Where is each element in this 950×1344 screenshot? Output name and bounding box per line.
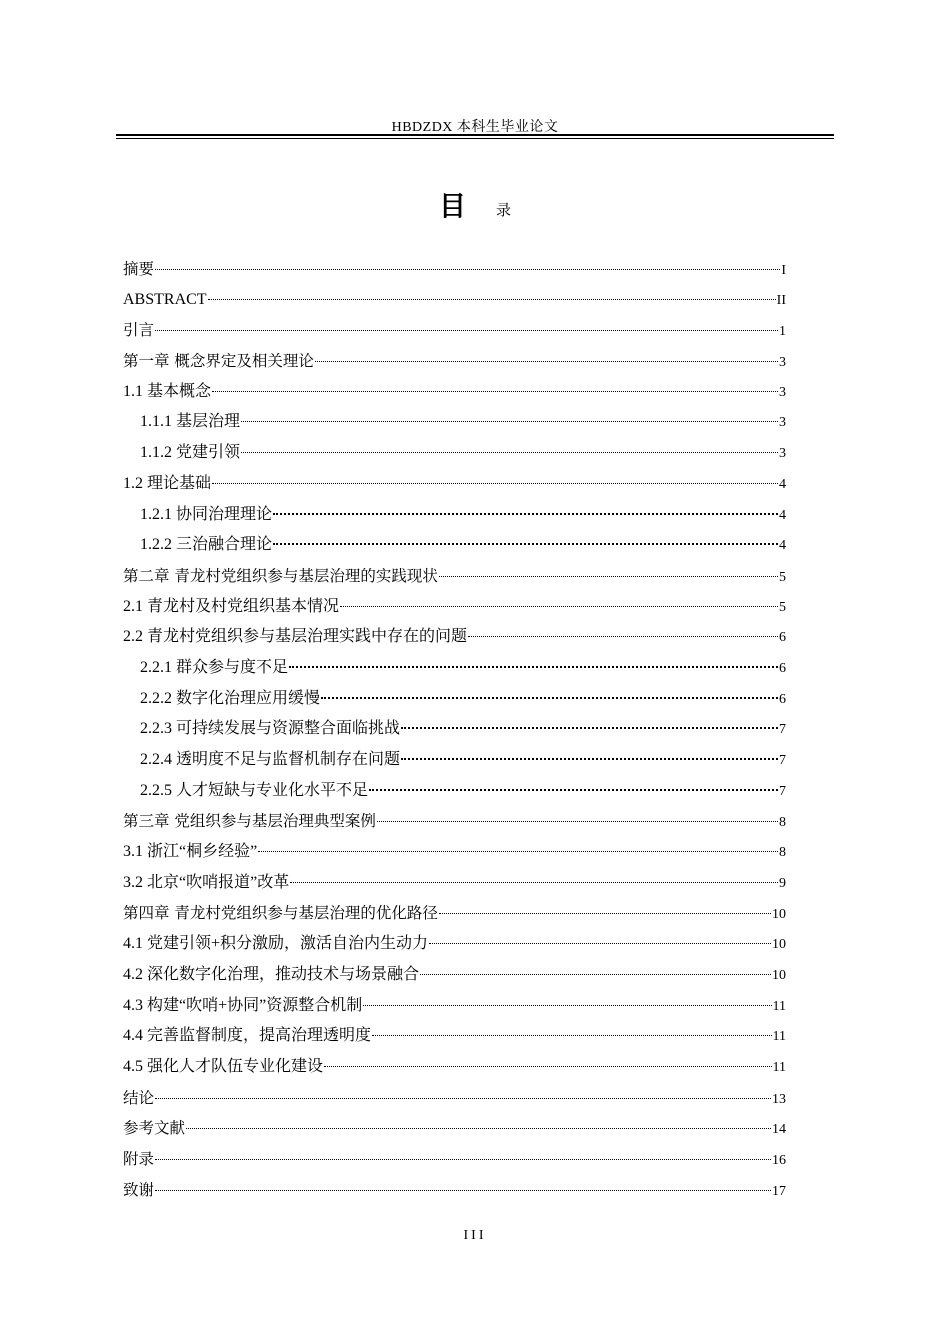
toc-entry-page: 6 xyxy=(779,630,786,646)
toc-entry-label: 1.2.1 协同治理理论 xyxy=(140,505,273,523)
toc-entry-label: 3.2 北京“吹哨报道”改革 xyxy=(123,873,290,891)
toc-dot-leader xyxy=(321,696,778,699)
toc-entry[interactable] xyxy=(123,1083,786,1114)
toc-dot-leader xyxy=(208,298,776,300)
toc-dot-leader xyxy=(186,1127,771,1129)
toc-entry-label: 4.3 构建“吹哨+协同”资源整合机制 xyxy=(123,996,363,1014)
toc-entry[interactable] xyxy=(123,1144,786,1175)
toc-entry[interactable] xyxy=(123,776,786,807)
toc-entry-label: 引言 xyxy=(123,321,155,340)
toc-dot-leader xyxy=(273,512,778,515)
toc-entry-label: 2.2.3 可持续发展与资源整合面临挑战 xyxy=(140,720,401,738)
toc-dot-leader xyxy=(369,788,778,791)
toc-entry-label: 附录 xyxy=(123,1149,155,1168)
toc-entry-label: 摘要 xyxy=(123,260,155,278)
toc-entry[interactable] xyxy=(123,622,786,653)
toc-entry[interactable] xyxy=(123,469,786,500)
toc-entry-page: 4 xyxy=(779,507,786,523)
toc-entry-label: 3.1 浙江“桐乡经验” xyxy=(123,843,258,861)
toc-dot-leader xyxy=(315,360,778,362)
toc-dot-leader xyxy=(429,942,771,944)
toc-entry-page: 16 xyxy=(772,1152,786,1168)
toc-entry-page: II xyxy=(776,292,786,308)
toc-dot-leader xyxy=(155,1097,771,1099)
toc-entry-page: 13 xyxy=(772,1091,786,1107)
toc-entry[interactable] xyxy=(123,438,786,469)
toc-entry-page: 1 xyxy=(779,324,786,340)
toc-entry[interactable] xyxy=(123,254,786,285)
toc-entry-page: 3 xyxy=(779,355,786,371)
toc-entry-label: 1.1.2 党建引领 xyxy=(140,444,241,462)
toc-entry-page: 9 xyxy=(779,875,786,891)
toc-entry-page: 6 xyxy=(779,660,786,676)
toc-entry-page: I xyxy=(781,263,786,278)
toc-entry-label: 1.1.1 基层治理 xyxy=(140,413,241,431)
toc-entry[interactable] xyxy=(123,346,786,377)
toc-entry-page: 14 xyxy=(772,1122,786,1138)
toc-dot-leader xyxy=(155,329,778,331)
toc-entry-label: 1.2.2 三治融合理论 xyxy=(140,536,273,554)
toc-dot-leader xyxy=(155,1158,771,1160)
toc-entry-label: 第一章 概念界定及相关理论 xyxy=(123,352,314,371)
toc-entry-page: 11 xyxy=(772,1029,786,1045)
toc-entry-label: 1.2 理论基础 xyxy=(123,474,212,492)
toc-entry[interactable] xyxy=(123,530,786,561)
toc-entry[interactable] xyxy=(123,991,786,1022)
toc-dot-leader xyxy=(439,912,771,914)
toc-entry-page: 3 xyxy=(779,446,786,462)
toc-entry-page: 6 xyxy=(779,691,786,707)
toc-entry-page: 17 xyxy=(772,1183,786,1199)
toc-title-char-1: 目 xyxy=(438,191,466,223)
toc-entry-label: 2.2.2 数字化治理应用缓慢 xyxy=(140,689,321,707)
running-header: HBDZDX 本科生毕业论文 xyxy=(391,120,559,135)
toc-entry-label: 4.2 深化数字化治理，推动技术与场景融合 xyxy=(123,965,420,983)
toc-entry[interactable] xyxy=(123,561,786,592)
toc-entry-page: 7 xyxy=(779,783,786,799)
toc-entry[interactable] xyxy=(123,500,786,531)
toc-dot-leader xyxy=(212,482,778,484)
toc-entry[interactable] xyxy=(123,684,786,715)
toc-entry-page: 4 xyxy=(779,538,786,554)
toc-entry[interactable] xyxy=(123,653,786,684)
toc-entry-label: 2.2.5 人才短缺与专业化水平不足 xyxy=(140,781,369,799)
toc-entry-page: 7 xyxy=(779,753,786,768)
toc-entry-label: 第四章 青龙村党组织参与基层治理的优化路径 xyxy=(123,904,438,923)
toc-dot-leader xyxy=(289,665,778,668)
toc-entry-page: 3 xyxy=(779,384,786,400)
toc-entry-page: 7 xyxy=(779,722,786,738)
toc-dot-leader xyxy=(155,1189,771,1191)
toc-dot-leader xyxy=(439,575,778,577)
header-rule-thin xyxy=(116,138,834,139)
toc-entry[interactable] xyxy=(123,377,786,408)
toc-entry-page: 4 xyxy=(779,476,786,492)
toc-entry[interactable] xyxy=(123,837,786,868)
toc-entry-page: 8 xyxy=(779,845,786,861)
toc-dot-leader xyxy=(372,1034,772,1036)
toc-entry-label: 致谢 xyxy=(123,1180,155,1199)
toc-entry-label: 4.1 党建引领+积分激励，激活自治内生动力 xyxy=(123,935,429,953)
toc-dot-leader xyxy=(377,820,778,822)
toc-entry[interactable] xyxy=(123,898,786,929)
toc-title-char-2: 录 xyxy=(495,203,511,220)
toc-entry-page: 11 xyxy=(772,1059,786,1075)
toc-entry-page: 10 xyxy=(772,907,786,923)
toc-entry-page: 8 xyxy=(779,815,786,831)
toc-entry[interactable] xyxy=(123,1052,786,1083)
toc-entry[interactable] xyxy=(123,1113,786,1144)
toc-entry-label: ABSTRACT xyxy=(123,290,207,308)
toc-entry[interactable] xyxy=(123,592,786,623)
toc-entry-label: 4.4 完善监督制度，提高治理透明度 xyxy=(123,1027,372,1045)
toc-entry[interactable] xyxy=(123,960,786,991)
table-of-contents xyxy=(123,254,786,1205)
toc-dot-leader xyxy=(155,268,780,270)
toc-entry-page: 3 xyxy=(779,415,786,431)
toc-dot-leader xyxy=(241,420,778,422)
toc-entry-page: 5 xyxy=(779,599,786,615)
toc-dot-leader xyxy=(258,850,778,852)
toc-entry[interactable] xyxy=(123,806,786,837)
toc-dot-leader xyxy=(290,881,778,883)
toc-entry[interactable] xyxy=(123,1021,786,1052)
toc-entry[interactable] xyxy=(123,1175,786,1206)
toc-entry[interactable] xyxy=(123,929,786,960)
toc-dot-leader xyxy=(324,1065,772,1067)
header-rule-thick xyxy=(116,134,834,136)
toc-entry[interactable] xyxy=(123,407,786,438)
toc-entry-label: 结论 xyxy=(123,1088,155,1107)
toc-entry-label: 1.1 基本概念 xyxy=(123,382,212,400)
toc-entry-label: 2.2 青龙村党组织参与基层治理实践中存在的问题 xyxy=(123,628,468,646)
toc-entry-label: 4.5 强化人才队伍专业化建设 xyxy=(123,1057,324,1075)
toc-entry-label: 2.1 青龙村及村党组织基本情况 xyxy=(123,597,340,615)
toc-dot-leader xyxy=(340,605,778,607)
toc-dot-leader xyxy=(241,451,778,453)
toc-entry-page: 11 xyxy=(772,998,786,1014)
toc-entry-page: 10 xyxy=(772,937,786,953)
toc-entry-page: 5 xyxy=(779,569,786,585)
page-number: III xyxy=(463,1228,487,1243)
toc-entry[interactable] xyxy=(123,745,786,776)
toc-entry-label: 第三章 党组织参与基层治理典型案例 xyxy=(123,812,376,831)
toc-entry-label: 参考文献 xyxy=(123,1119,186,1138)
toc-dot-leader xyxy=(212,390,778,392)
toc-dot-leader xyxy=(363,1004,771,1006)
toc-entry-page: 10 xyxy=(772,967,786,983)
toc-entry-label: 2.2.1 群众参与度不足 xyxy=(140,658,289,676)
toc-entry-label: 2.2.4 透明度不足与监督机制存在问题 xyxy=(140,751,401,768)
toc-entry[interactable] xyxy=(123,868,786,899)
toc-entry-label: 第二章 青龙村党组织参与基层治理的实践现状 xyxy=(123,566,438,585)
toc-dot-leader xyxy=(468,635,778,637)
toc-dot-leader xyxy=(420,973,771,975)
toc-entry[interactable] xyxy=(123,285,786,316)
toc-dot-leader xyxy=(401,726,778,729)
toc-title xyxy=(0,190,950,224)
toc-dot-leader xyxy=(273,542,778,545)
toc-entry[interactable] xyxy=(123,714,786,745)
toc-entry[interactable] xyxy=(123,315,786,346)
toc-dot-leader xyxy=(401,757,778,760)
